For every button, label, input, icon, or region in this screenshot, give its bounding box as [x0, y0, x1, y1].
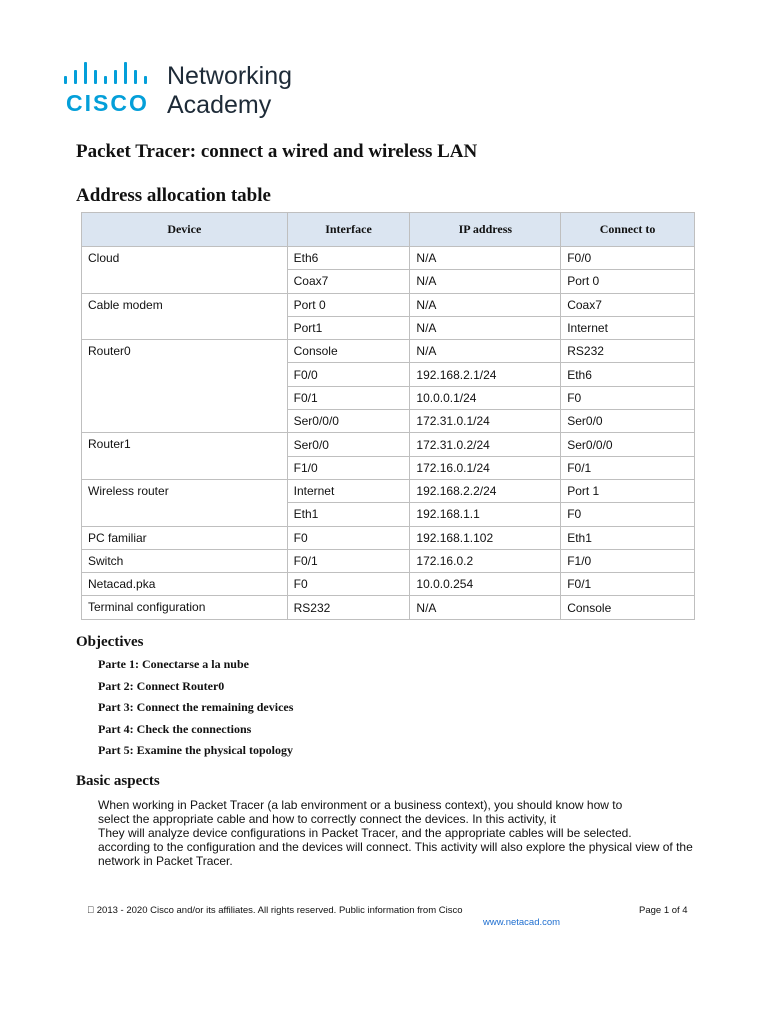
connect-to-cell: F1/0 [561, 549, 695, 572]
table-heading: Address allocation table [76, 185, 271, 206]
interface-cell: F1/0 [287, 456, 410, 479]
table-row [82, 526, 695, 549]
footer-copyright: 2013 - 2020 Cisco and/or its affiliates. All rights reserved. Public information from Cisco [87, 905, 453, 916]
table-row [82, 479, 695, 502]
connect-to-cell: F0 [561, 386, 695, 409]
ip-address-cell: 192.168.1.102 [410, 526, 561, 549]
interface-cell: Ser0/0/0 [287, 410, 410, 433]
basic-aspects-paragraph [98, 798, 698, 868]
objective-item: Part 4: Check the connections [98, 722, 252, 736]
paragraph-line: select the appropriate cable and how to correctly connect the devices. In this activity, it [98, 812, 557, 826]
interface-cell: F0/0 [287, 363, 410, 386]
device-cell: Netacad.pka [82, 573, 288, 596]
paragraph-line: network in Packet Tracer. [98, 854, 233, 868]
connect-to-cell: Eth6 [561, 363, 695, 386]
column-header: Device [82, 213, 288, 247]
ip-address-cell: N/A [410, 293, 561, 316]
objective-item: Part 3: Connect the remaining devices [98, 700, 294, 714]
interface-cell: Eth6 [287, 247, 410, 270]
interface-cell: F0 [287, 573, 410, 596]
table-header-row [82, 213, 695, 247]
table-row [82, 596, 695, 619]
ip-address-cell: 192.168.2.2/24 [410, 479, 561, 502]
connect-to-cell: Port 1 [561, 479, 695, 502]
cisco-bars-icon [64, 62, 156, 84]
device-cell: Router1 [82, 433, 288, 480]
column-header: IP address [410, 213, 561, 247]
connect-to-cell: Console [561, 596, 695, 619]
ip-address-cell: 172.16.0.1/24 [410, 456, 561, 479]
device-cell: Router0 [82, 340, 288, 433]
logo-line-2: Academy [167, 91, 272, 119]
connect-to-cell: F0/0 [561, 247, 695, 270]
interface-cell: Eth1 [287, 503, 410, 526]
device-cell: Terminal configuration [82, 596, 288, 619]
interface-cell: F0 [287, 526, 410, 549]
interface-cell: Internet [287, 479, 410, 502]
interface-cell: Port 0 [287, 293, 410, 316]
connect-to-cell: Port 0 [561, 270, 695, 293]
interface-cell: Coax7 [287, 270, 410, 293]
table-row [82, 573, 695, 596]
paragraph-line: When working in Packet Tracer (a lab environment or a business context), you should know how to [98, 798, 623, 812]
interface-cell: RS232 [287, 596, 410, 619]
basic-aspects-heading: Basic aspects [76, 773, 160, 789]
device-cell: Cable modem [82, 293, 288, 340]
device-cell: Wireless router [82, 479, 288, 526]
page-title: Packet Tracer: connect a wired and wireless LAN [76, 141, 478, 162]
connect-to-cell: Eth1 [561, 526, 695, 549]
connect-to-cell: Coax7 [561, 293, 695, 316]
table-row [82, 549, 695, 572]
paragraph-line: according to the configuration and the devices will connect. This activity will also explore the physical view of the [98, 840, 693, 854]
logo-line-1: Networking [167, 62, 293, 90]
ip-address-cell: 10.0.0.254 [410, 573, 561, 596]
footer-link[interactable]: www.netacad.com [483, 917, 561, 928]
ip-address-cell: N/A [410, 340, 561, 363]
column-header: Connect to [561, 213, 695, 247]
objective-item: Part 5: Examine the physical topology [98, 743, 293, 757]
footer-page-number: Page 1 of 4 [639, 905, 688, 916]
ip-address-cell: 172.31.0.2/24 [410, 433, 561, 456]
objectives-heading: Objectives [76, 634, 144, 650]
device-cell: PC familiar [82, 526, 288, 549]
column-header: Interface [287, 213, 410, 247]
table-row [82, 433, 695, 456]
connect-to-cell: F0/1 [561, 456, 695, 479]
objective-item: Part 2: Connect Router0 [98, 679, 225, 693]
connect-to-cell: Ser0/0/0 [561, 433, 695, 456]
interface-cell: F0/1 [287, 386, 410, 409]
device-cell: Cloud [82, 247, 288, 294]
connect-to-cell: Ser0/0 [561, 410, 695, 433]
ip-address-cell: N/A [410, 596, 561, 619]
ip-address-cell: 192.168.1.1 [410, 503, 561, 526]
ip-address-cell: N/A [410, 247, 561, 270]
table-row [82, 247, 695, 270]
logo-wordmark: CISCO [66, 90, 149, 116]
connect-to-cell: F0/1 [561, 573, 695, 596]
ip-address-cell: 10.0.0.1/24 [410, 386, 561, 409]
interface-cell: Port1 [287, 316, 410, 339]
table-body [82, 247, 695, 620]
interface-cell: Ser0/0 [287, 433, 410, 456]
interface-cell: F0/1 [287, 549, 410, 572]
ip-address-cell: 172.16.0.2 [410, 549, 561, 572]
device-cell: Switch [82, 549, 288, 572]
paragraph-line: They will analyze device configurations in Packet Tracer, and the appropriate cables will be selected. [98, 826, 632, 840]
objective-item: Parte 1: Conectarse a la nube [98, 657, 249, 671]
table-row [82, 340, 695, 363]
ip-address-cell: 192.168.2.1/24 [410, 363, 561, 386]
ip-address-cell: 172.31.0.1/24 [410, 410, 561, 433]
connect-to-cell: RS232 [561, 340, 695, 363]
table-row [82, 293, 695, 316]
cisco-networking-academy-logo [62, 62, 322, 122]
connect-to-cell: Internet [561, 316, 695, 339]
ip-address-cell: N/A [410, 270, 561, 293]
connect-to-cell: F0 [561, 503, 695, 526]
address-allocation-table [81, 212, 695, 620]
interface-cell: Console [287, 340, 410, 363]
ip-address-cell: N/A [410, 316, 561, 339]
